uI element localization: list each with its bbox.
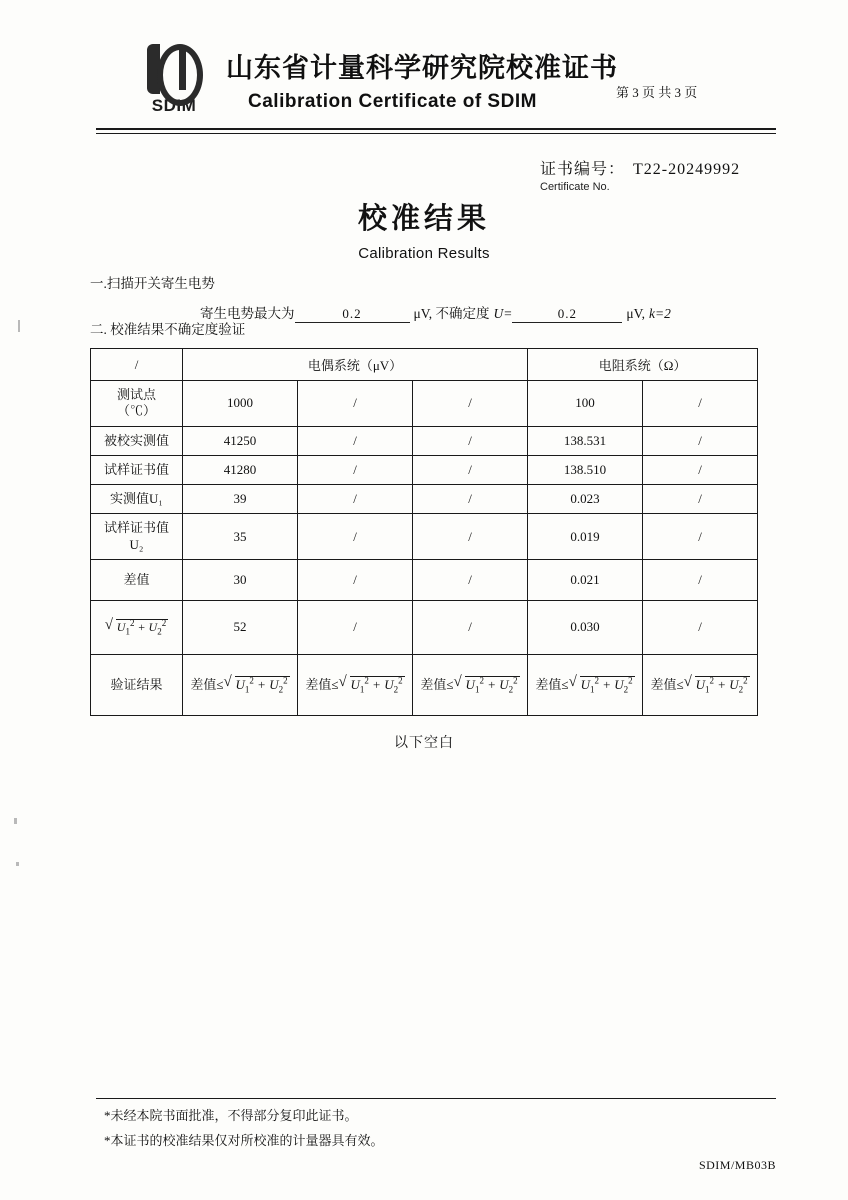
cell: / bbox=[298, 485, 413, 514]
table-row bbox=[91, 426, 758, 455]
cell: / bbox=[643, 455, 758, 484]
cell: / bbox=[643, 485, 758, 514]
cell: / bbox=[643, 559, 758, 600]
row-label-u1: 实测值U₁ bbox=[91, 485, 183, 514]
cell: 0.021 bbox=[528, 559, 643, 600]
cell: / bbox=[643, 426, 758, 455]
sdim-logo bbox=[132, 42, 216, 114]
table-group-resistance: 电阻系统（Ω） bbox=[528, 349, 758, 381]
verification-cell: 差值≤ √ $U_1^2 + U_2^2$ bbox=[298, 654, 413, 715]
parasitic-emf-lead: 寄生电势最大为 bbox=[200, 306, 295, 321]
uncertainty-symbol: U= bbox=[493, 306, 513, 321]
parasitic-emf-mid: μV, 不确定度 bbox=[413, 306, 490, 321]
cell: 41280 bbox=[183, 455, 298, 484]
document-header bbox=[96, 42, 776, 122]
section-1-statement bbox=[200, 302, 790, 323]
cell: 100 bbox=[528, 381, 643, 427]
cell: / bbox=[643, 514, 758, 560]
cell: / bbox=[298, 601, 413, 655]
cell: / bbox=[413, 514, 528, 560]
verification-cell: 差值≤ √ $U_1^2 + U_2^2$ bbox=[413, 654, 528, 715]
results-table-wrap bbox=[90, 348, 758, 716]
rss-formula: √ $U_1^2 + U_2^2$ bbox=[105, 617, 168, 638]
cell: / bbox=[413, 559, 528, 600]
cell: / bbox=[298, 381, 413, 427]
blank-below-note: 以下空白 bbox=[394, 736, 454, 751]
page-title bbox=[0, 196, 848, 262]
header-title-cn: 山东省计量科学研究院校准证书 bbox=[226, 53, 618, 83]
uncertainty-unit: μV, bbox=[626, 306, 645, 321]
cell: / bbox=[643, 381, 758, 427]
cell: / bbox=[298, 426, 413, 455]
row-label-verification: 验证结果 bbox=[91, 654, 183, 715]
coverage-factor: k=2 bbox=[648, 306, 671, 321]
row-label-line2: （℃） bbox=[116, 403, 156, 419]
cell: 39 bbox=[183, 485, 298, 514]
cell: 35 bbox=[183, 514, 298, 560]
cell: 138.531 bbox=[528, 426, 643, 455]
row-label-test-point bbox=[91, 381, 183, 427]
cell: 0.023 bbox=[528, 485, 643, 514]
verification-lead: 差值≤ bbox=[650, 677, 684, 693]
cell: / bbox=[413, 455, 528, 484]
cell: 0.019 bbox=[528, 514, 643, 560]
cell: 1000 bbox=[183, 381, 298, 427]
verification-cell: 差值≤ √ $U_1^2 + U_2^2$ bbox=[528, 654, 643, 715]
table-corner-cell: / bbox=[91, 349, 183, 381]
table-row bbox=[91, 601, 758, 655]
cell: / bbox=[413, 485, 528, 514]
row-label-measured: 被校实测值 bbox=[91, 426, 183, 455]
logo-mark-icon bbox=[143, 42, 205, 94]
verification-lead: 差值≤ bbox=[420, 677, 454, 693]
verification-cell: 差值≤ √ $U_1^2 + U_2^2$ bbox=[643, 654, 758, 715]
cell: 138.510 bbox=[528, 455, 643, 484]
footer-note-2: *本证书的校准结果仅对所校准的计量器具有效。 bbox=[104, 1132, 384, 1148]
footer-notes bbox=[104, 1104, 784, 1153]
footer-note-1: *未经本院书面批准，不得部分复印此证书。 bbox=[104, 1108, 358, 1123]
header-title-en: Calibration Certificate of SDIM bbox=[248, 91, 537, 112]
row-label-sample-cert: 试样证书值 bbox=[91, 455, 183, 484]
certificate-number-label: 证书编号： bbox=[540, 161, 626, 178]
cell: / bbox=[643, 601, 758, 655]
form-code: SDIM/MB03B bbox=[698, 1158, 776, 1172]
verification-cell: 差值≤ √ $U_1^2 + U_2^2$ bbox=[183, 654, 298, 715]
page-title-en: Calibration Results bbox=[358, 245, 490, 262]
cell: / bbox=[413, 381, 528, 427]
scan-speck bbox=[16, 862, 19, 866]
results-table bbox=[90, 348, 758, 716]
logo-text: SDIM bbox=[151, 96, 197, 115]
table-row bbox=[91, 514, 758, 560]
row-label-u2 bbox=[91, 514, 183, 560]
cell: 52 bbox=[183, 601, 298, 655]
header-divider bbox=[96, 128, 776, 134]
cell: 41250 bbox=[183, 426, 298, 455]
page-title-cn: 校准结果 bbox=[357, 203, 490, 235]
row-label-line1: 测试点 bbox=[116, 387, 156, 402]
cell: / bbox=[413, 601, 528, 655]
certificate-number-block bbox=[540, 156, 840, 193]
table-row bbox=[91, 559, 758, 600]
cell: 30 bbox=[183, 559, 298, 600]
parasitic-emf-value: 0.2 bbox=[295, 306, 410, 323]
row-label-difference: 差值 bbox=[91, 559, 183, 600]
table-group-thermocouple: 电偶系统（μV） bbox=[183, 349, 528, 381]
certificate-number-label-en: Certificate No. bbox=[540, 181, 610, 193]
verification-lead: 差值≤ bbox=[535, 677, 569, 693]
header-title-block bbox=[226, 46, 766, 113]
verification-lead: 差值≤ bbox=[190, 677, 224, 693]
page-number: 第 3 页 共 3 页 bbox=[616, 85, 698, 100]
uncertainty-value: 0.2 bbox=[512, 306, 622, 323]
table-row bbox=[91, 455, 758, 484]
cell: / bbox=[298, 514, 413, 560]
cell: / bbox=[298, 455, 413, 484]
scan-speck bbox=[18, 320, 20, 332]
cell: / bbox=[298, 559, 413, 600]
certificate-number-line bbox=[540, 156, 840, 179]
table-row-verification bbox=[91, 654, 758, 715]
row-label-rss bbox=[91, 601, 183, 655]
cell: / bbox=[413, 426, 528, 455]
table-row bbox=[91, 381, 758, 427]
row-label-line2: U₂ bbox=[129, 536, 144, 552]
section-1-heading: 一.扫描开关寄生电势 bbox=[90, 276, 215, 291]
section-2-heading: 二. 校准结果不确定度验证 bbox=[90, 322, 246, 337]
verification-lead: 差值≤ bbox=[305, 677, 339, 693]
table-header-row bbox=[91, 349, 758, 381]
row-label-line1: 试样证书值 bbox=[103, 520, 169, 536]
certificate-number-value: T22-20249992 bbox=[633, 161, 741, 178]
cell: 0.030 bbox=[528, 601, 643, 655]
table-row bbox=[91, 485, 758, 514]
scan-speck bbox=[14, 818, 17, 824]
footer-divider bbox=[96, 1098, 776, 1099]
section-1 bbox=[90, 272, 790, 323]
